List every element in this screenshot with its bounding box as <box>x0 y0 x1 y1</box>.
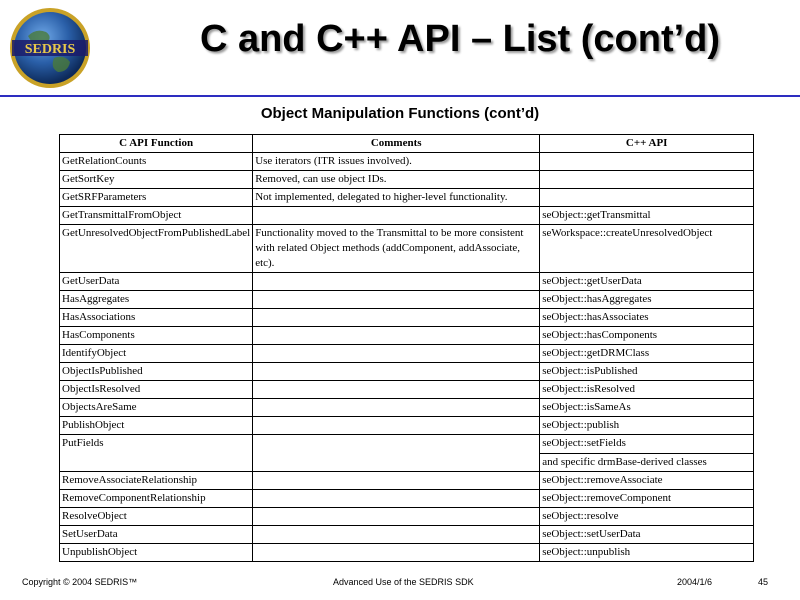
table-row <box>60 417 754 435</box>
comment-cell: Functionality moved to the Transmittal to be more consistent with related Object methods (addComponent, addAssociate, etc). <box>253 225 540 273</box>
table-row <box>60 153 754 171</box>
footer-copyright: Copyright © 2004 SEDRIS™ <box>22 577 138 587</box>
table-header-row <box>60 135 754 153</box>
c-api-cell: GetUserData <box>60 273 253 291</box>
comment-cell <box>253 472 540 490</box>
comment-cell <box>253 291 540 309</box>
c-api-cell: HasAggregates <box>60 291 253 309</box>
table-row <box>60 207 754 225</box>
c-api-cell: ObjectIsPublished <box>60 363 253 381</box>
table-row <box>60 526 754 544</box>
table-row <box>60 399 754 417</box>
comment-cell <box>253 490 540 508</box>
cpp-api-cell: seObject::removeAssociate <box>540 472 754 490</box>
table-caption: Object Manipulation Functions (cont’d) <box>260 105 540 122</box>
c-api-cell: ObjectsAreSame <box>60 399 253 417</box>
cpp-api-cell: seObject::getTransmittal <box>540 207 754 225</box>
cpp-api-text: seObject::setFields <box>542 437 626 449</box>
cpp-api-cell <box>540 189 754 207</box>
cpp-api-cell: seObject::unpublish <box>540 544 754 562</box>
cpp-api-cell: seObject::hasComponents <box>540 327 754 345</box>
c-api-cell: IdentifyObject <box>60 345 253 363</box>
c-api-cell: RemoveAssociateRelationship <box>60 472 253 490</box>
cpp-api-cell: seObject::hasAggregates <box>540 291 754 309</box>
cpp-api-cell <box>540 435 754 472</box>
cpp-api-cell: seObject::hasAssociates <box>540 309 754 327</box>
cpp-api-cell: seObject::getUserData <box>540 273 754 291</box>
table-row <box>60 490 754 508</box>
comment-cell <box>253 508 540 526</box>
header-c-api: C API Function <box>60 135 253 153</box>
header-comments: Comments <box>253 135 540 153</box>
c-api-cell: UnpublishObject <box>60 544 253 562</box>
cpp-api-cell: seObject::removeComponent <box>540 490 754 508</box>
c-api-cell: PublishObject <box>60 417 253 435</box>
table-row <box>60 435 754 472</box>
cpp-api-cell: seWorkspace::createUnresolvedObject <box>540 225 754 273</box>
footer-page-number: 45 <box>758 577 769 587</box>
table-row <box>60 225 754 273</box>
cpp-api-note: and specific drmBase-derived classes <box>540 453 753 470</box>
table-row <box>60 345 754 363</box>
comment-cell <box>253 363 540 381</box>
c-api-cell: SetUserData <box>60 526 253 544</box>
comment-cell <box>253 207 540 225</box>
comment-cell: Not implemented, delegated to higher-level functionality. <box>253 189 540 207</box>
table-row <box>60 381 754 399</box>
c-api-cell: ResolveObject <box>60 508 253 526</box>
comment-cell <box>253 399 540 417</box>
cpp-api-cell: seObject::setUserData <box>540 526 754 544</box>
table-row <box>60 472 754 490</box>
c-api-cell: PutFields <box>60 435 253 472</box>
c-api-cell: GetRelationCounts <box>60 153 253 171</box>
c-api-cell: ObjectIsResolved <box>60 381 253 399</box>
table-row <box>60 273 754 291</box>
cpp-api-cell: seObject::resolve <box>540 508 754 526</box>
api-table <box>59 134 754 562</box>
c-api-cell: HasComponents <box>60 327 253 345</box>
table-row <box>60 171 754 189</box>
cpp-api-cell: seObject::isPublished <box>540 363 754 381</box>
cpp-api-cell <box>540 171 754 189</box>
c-api-cell: GetSortKey <box>60 171 253 189</box>
comment-cell <box>253 345 540 363</box>
comment-cell <box>253 309 540 327</box>
comment-cell <box>253 544 540 562</box>
comment-cell: Removed, can use object IDs. <box>253 171 540 189</box>
footer-presentation-title: Advanced Use of the SEDRIS SDK <box>333 577 474 587</box>
title-divider <box>0 95 800 97</box>
c-api-cell: HasAssociations <box>60 309 253 327</box>
table-row <box>60 309 754 327</box>
slide-title: C and C++ API – List (cont’d) <box>199 18 721 60</box>
sedris-logo <box>8 6 92 90</box>
svg-text:SEDRIS: SEDRIS <box>24 42 76 57</box>
cpp-api-cell: seObject::getDRMClass <box>540 345 754 363</box>
cpp-api-cell: seObject::isSameAs <box>540 399 754 417</box>
table-row <box>60 508 754 526</box>
comment-cell <box>253 381 540 399</box>
table-row <box>60 189 754 207</box>
footer-date: 2004/1/6 <box>677 577 713 587</box>
cpp-api-cell: seObject::isResolved <box>540 381 754 399</box>
comment-cell <box>253 435 540 472</box>
table-row <box>60 291 754 309</box>
comment-cell <box>253 327 540 345</box>
cpp-api-cell <box>540 153 754 171</box>
comment-cell <box>253 526 540 544</box>
c-api-cell: GetSRFParameters <box>60 189 253 207</box>
table-row <box>60 544 754 562</box>
header-cpp-api: C++ API <box>540 135 754 153</box>
c-api-cell: GetTransmittalFromObject <box>60 207 253 225</box>
comment-cell <box>253 273 540 291</box>
comment-cell <box>253 417 540 435</box>
comment-cell: Use iterators (ITR issues involved). <box>253 153 540 171</box>
table-row <box>60 327 754 345</box>
c-api-cell: GetUnresolvedObjectFromPublishedLabel <box>60 225 253 273</box>
cpp-api-cell: seObject::publish <box>540 417 754 435</box>
c-api-cell: RemoveComponentRelationship <box>60 490 253 508</box>
table-row <box>60 363 754 381</box>
